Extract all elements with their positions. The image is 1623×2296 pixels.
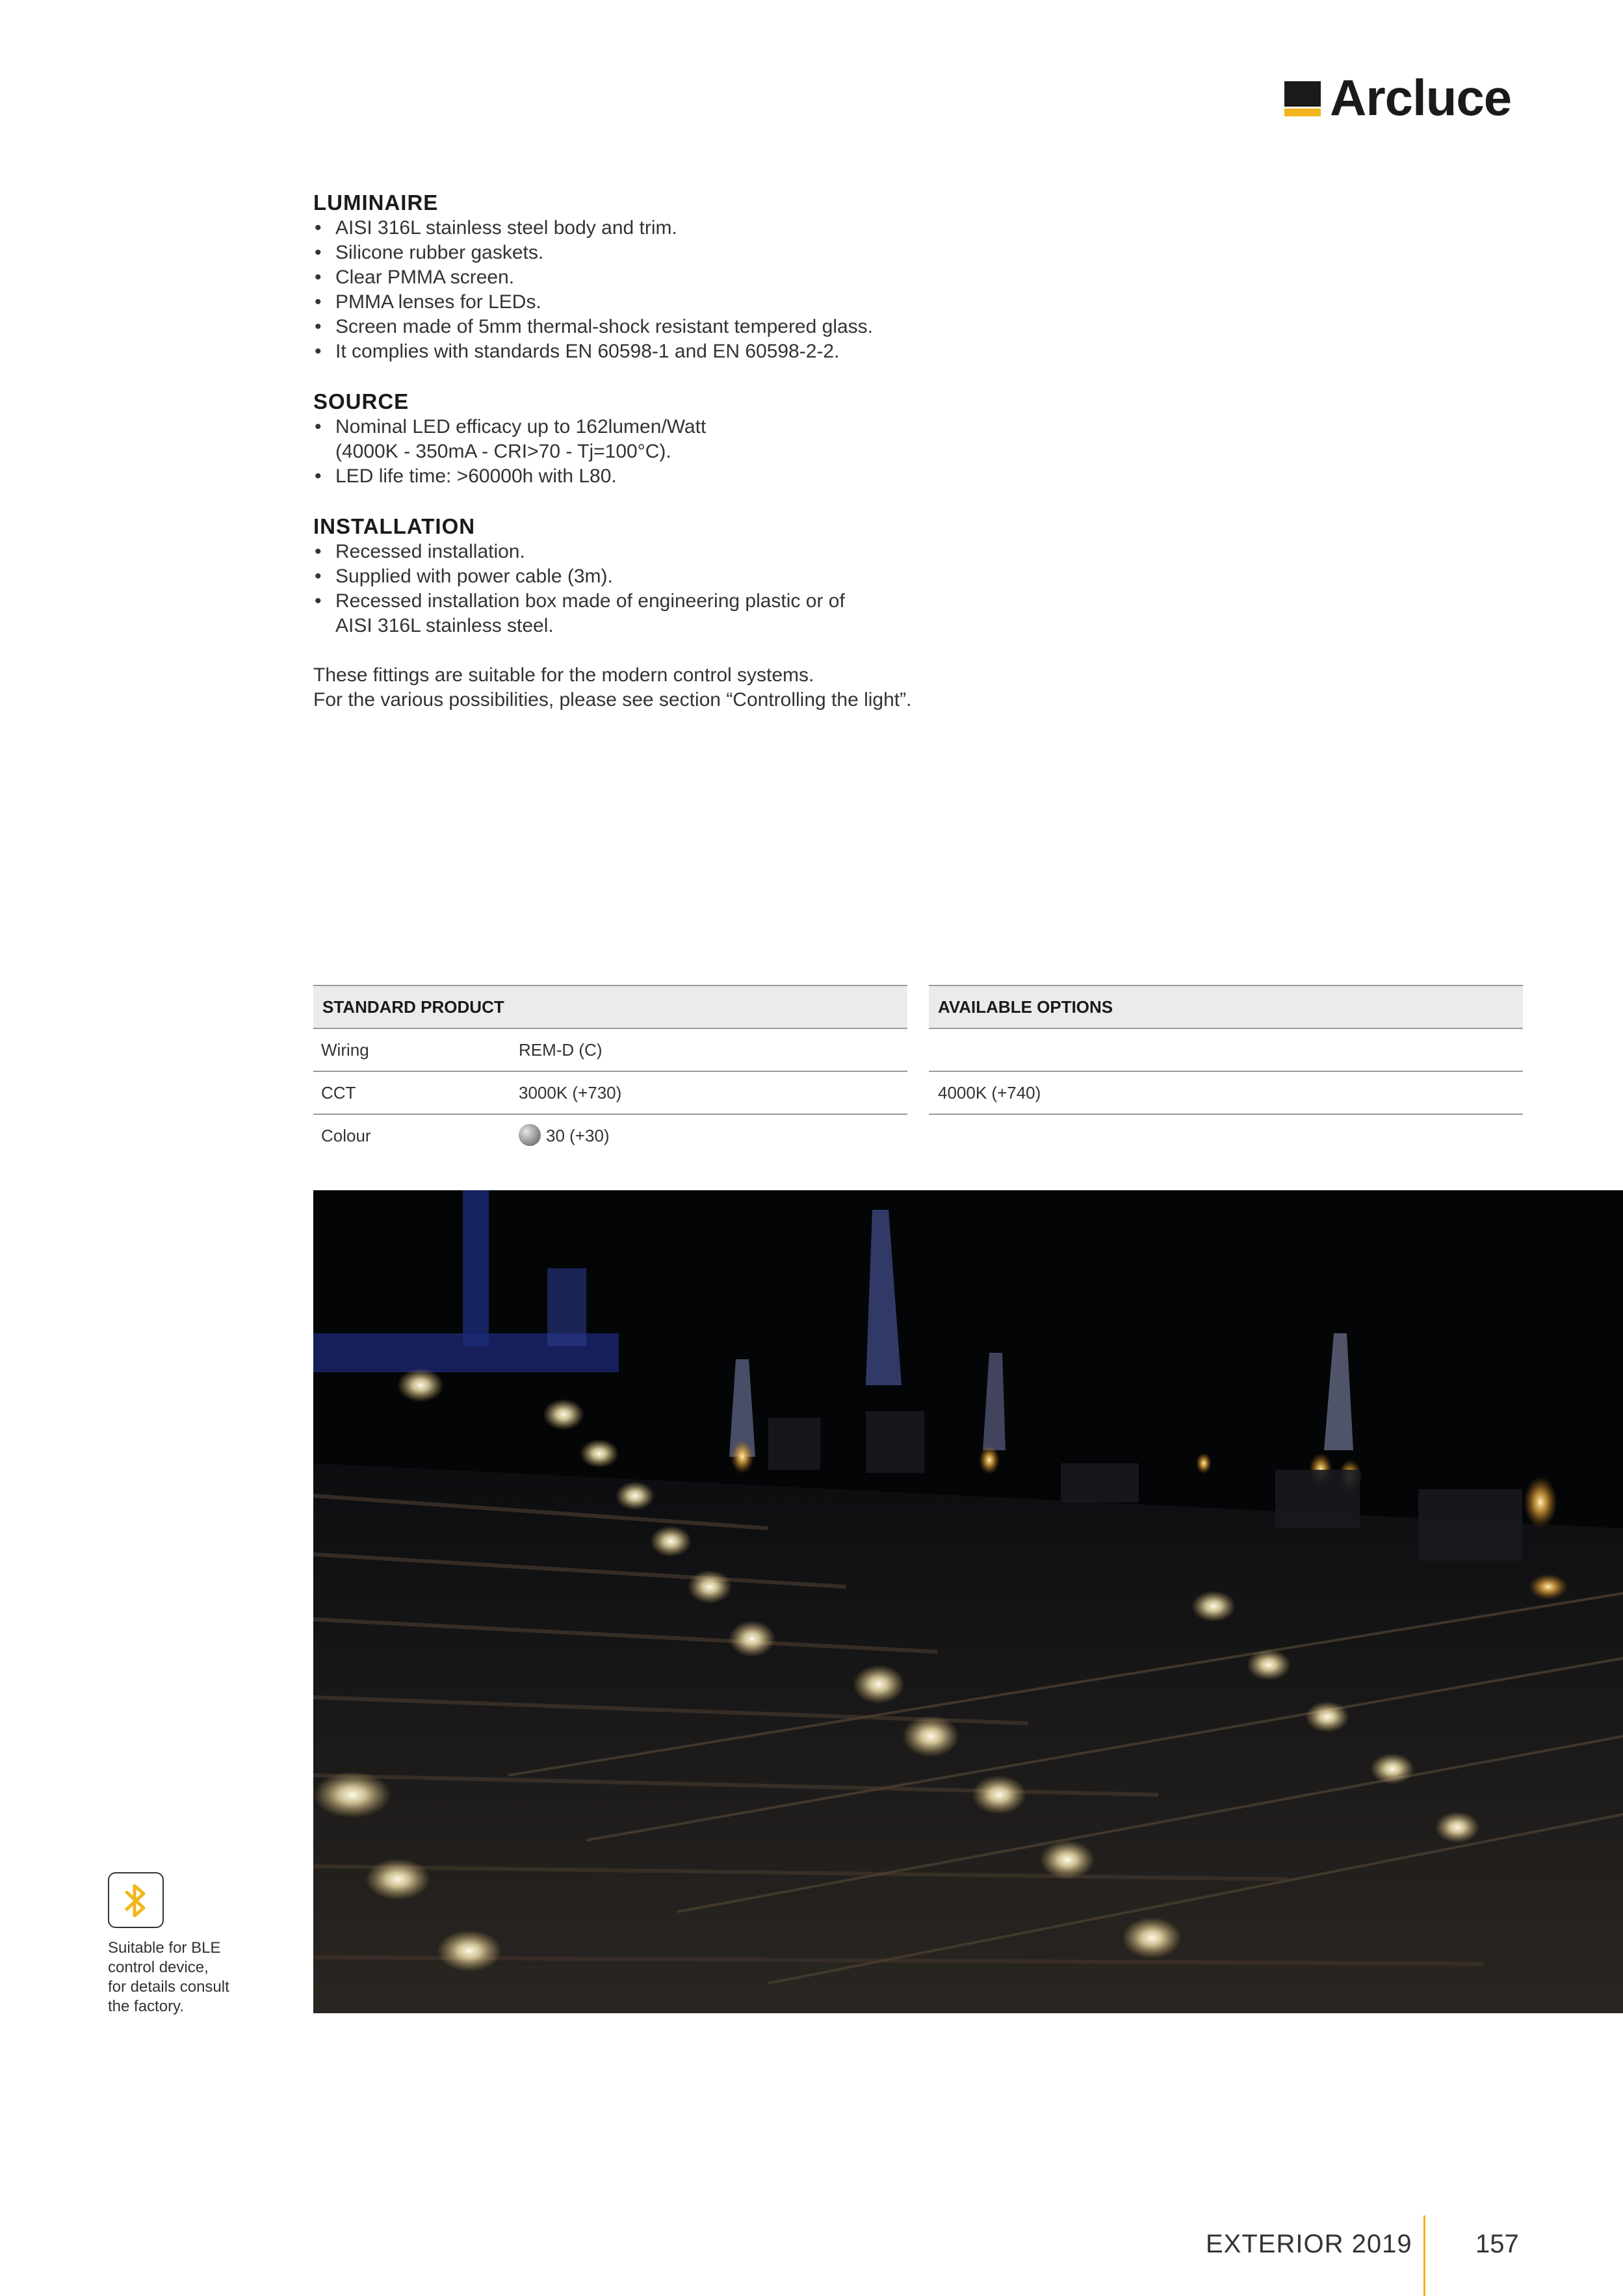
list-item: • Screen made of 5mm thermal-shock resistant tempered glass. [313,315,1093,339]
logo-mark-icon [1284,81,1321,116]
colour-swatch-icon [519,1124,541,1146]
list-item: • Silicone rubber gaskets. [313,241,1093,265]
brand-name: Arcluce [1330,69,1512,126]
list-item [313,589,1093,638]
row-value: REM-D (C) [519,1040,603,1060]
control-note [313,663,1093,712]
night-deck-photo [313,1190,1623,2013]
ble-note-line: control device, [108,1959,209,1976]
list-item: • Supplied with power cable (3m). [313,564,1093,589]
standard-product-table [313,985,907,1156]
page-number: 157 [1475,2230,1519,2258]
list-item: • AISI 316L stainless steel body and trim. [313,216,1093,241]
product-photo [313,1190,1623,2013]
standard-product-header: STANDARD PRODUCT [313,985,907,1029]
source-list [313,415,1093,489]
available-options-table [929,985,1523,1115]
ble-note-line: for details consult [108,1978,229,1996]
list-item [313,415,1093,464]
table-row [313,1072,907,1115]
source-section [313,389,1093,489]
list-item: • Clear PMMA screen. [313,265,1093,290]
luminaire-section [313,190,1093,364]
list-item: • PMMA lenses for LEDs. [313,290,1093,315]
specifications [313,190,1093,712]
footer-divider [1423,2215,1425,2296]
bluetooth-icon [108,1872,164,1928]
row-key: CCT [321,1083,356,1102]
table-row [929,1029,1523,1072]
installation-section [313,514,1093,638]
list-item: • LED life time: >60000h with L80. [313,464,1093,489]
source-title: SOURCE [313,389,409,413]
list-item: • Recessed installation. [313,540,1093,564]
footer-section-title: EXTERIOR 2019 [1206,2230,1412,2258]
row-value: 30 (+30) [546,1126,610,1145]
brand-logo [1284,69,1526,126]
ble-note-line: Suitable for BLE [108,1939,221,1957]
installation-list [313,540,1093,638]
row-value: 4000K (+740) [938,1083,1041,1102]
table-row [313,1115,907,1156]
list-item-line: Nominal LED efficacy up to 162lumen/Watt [335,416,707,437]
ble-note-line: the factory. [108,1998,184,2015]
list-item-line: (4000K - 350mA - CRI>70 - Tj=100°C). [335,441,671,462]
installation-title: INSTALLATION [313,514,476,538]
row-value-with-swatch [519,1115,610,1156]
luminaire-title: LUMINAIRE [313,190,439,215]
table-row [929,1072,1523,1115]
ble-note [108,1938,264,2016]
list-item-line: AISI 316L stainless steel. [335,615,554,636]
row-key: Colour [321,1126,371,1145]
row-key: Wiring [321,1040,369,1060]
list-item-line: Recessed installation box made of engineering plastic or of [335,590,845,612]
list-item: • It complies with standards EN 60598-1 and EN 60598-2-2. [313,339,1093,364]
control-note-line: These fittings are suitable for the modern control systems. [313,664,814,686]
row-value: 3000K (+730) [519,1083,622,1102]
available-options-header: AVAILABLE OPTIONS [929,985,1523,1029]
luminaire-list [313,216,1093,364]
table-row [313,1029,907,1072]
control-note-line: For the various possibilities, please see section “Controlling the light”. [313,689,912,711]
